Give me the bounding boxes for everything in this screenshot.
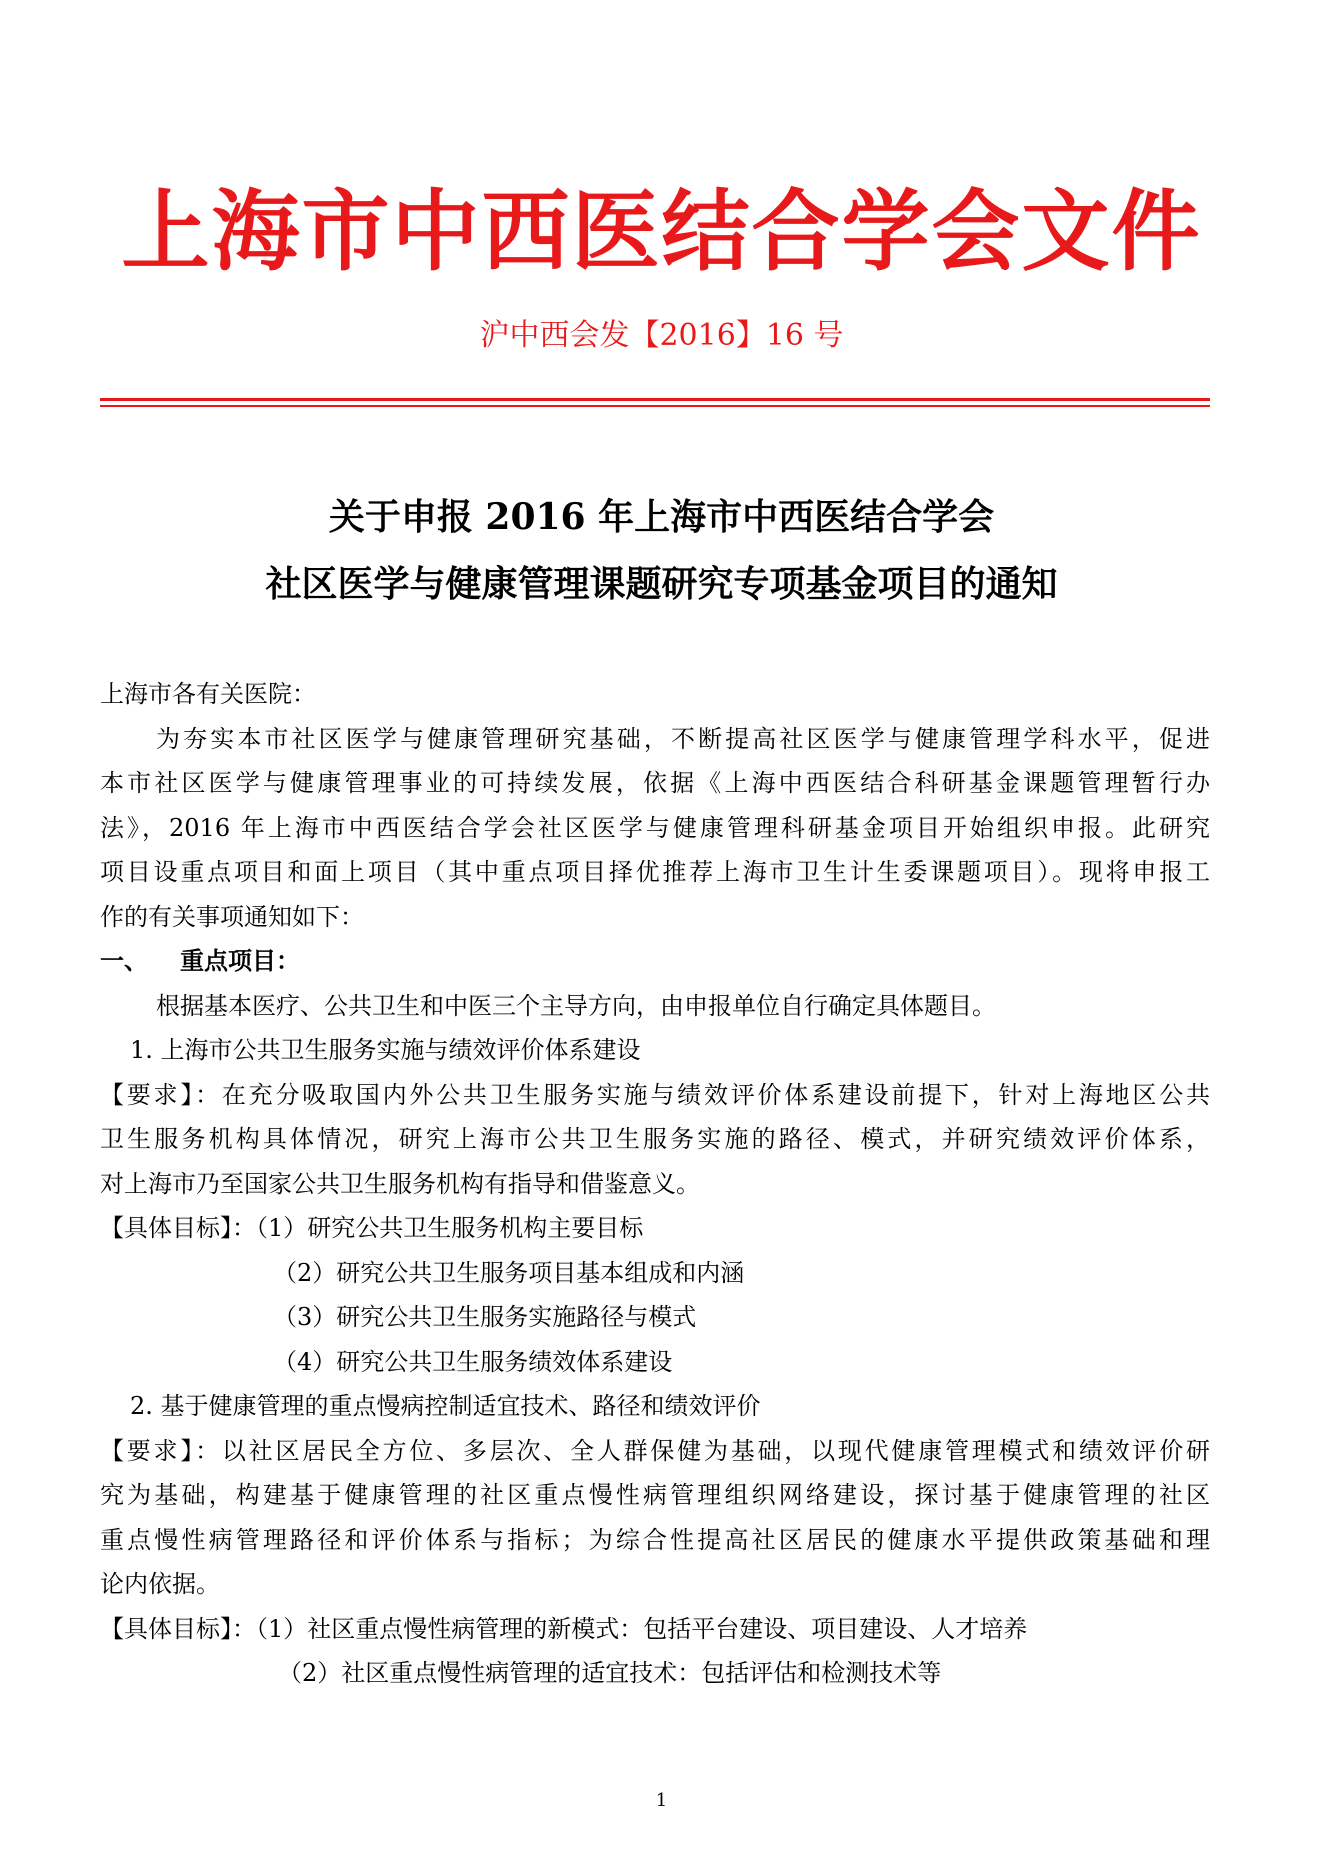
notice-title-line1: 关于申报 2016 年上海市中西医结合学会 [328,496,995,538]
red-divider-top [100,398,1210,401]
section-heading [100,939,1210,984]
target-item: （1）研究公共卫生服务机构主要目标 [256,1214,644,1242]
intro-line: 为夯实本市社区医学与健康管理研究基础，不断提高社区医学与健康管理学科水平，促进 [156,724,1210,753]
requirement-line: 【要求】：以社区居民全方位、多层次、全人群保健为基础，以现代健康管理模式和绩效评价研 [100,1436,1210,1465]
salutation: 上海市各有关医院： [100,680,316,708]
section-title: 重点项目： [180,946,300,975]
requirement-line: 对上海市乃至国家公共卫生服务机构有指导和借鉴意义。 [100,1169,700,1198]
requirement-line: 重点慢性病管理路径和评价体系与指标；为综合性提高社区居民的健康水平提供政策基础和理 [100,1525,1210,1554]
target-item: （4）研究公共卫生服务绩效体系建设 [273,1347,673,1376]
target-item: （2）社区重点慢性病管理的适宜技术：包括评估和检测技术等 [278,1659,942,1687]
target-label: 【具体目标】： [100,1614,256,1643]
item-title: 1. 上海市公共卫生服务实施与绩效评价体系建设 [130,1036,641,1064]
red-divider-bottom [100,405,1210,407]
intro-line: 项目设重点项目和面上项目（其中重点项目择优推荐上海市卫生计生委课题项目）。现将申报工 [100,858,1210,886]
target-line [100,1206,1210,1251]
target-line [100,1607,1210,1652]
requirement-line: 卫生服务机构具体情况，研究上海市公共卫生服务实施的路径、模式，并研究绩效评价体系， [100,1125,1210,1153]
target-item: （3）研究公共卫生服务实施路径与模式 [273,1303,697,1331]
intro-line: 作的有关事项通知如下： [100,902,364,931]
target-item: （1）社区重点慢性病管理的新模式：包括平台建设、项目建设、人才培养 [256,1614,1028,1643]
doc-number: 沪中西会发【2016】16 号 [479,318,844,353]
intro-line: 本市社区医学与健康管理事业的可持续发展，依据《上海中西医结合科研基金课题管理暂行办 [100,769,1210,797]
target-label: 【具体目标】： [100,1214,256,1242]
section-number: 一、 [100,946,148,975]
target-item: （2）研究公共卫生服务项目基本组成和内涵 [273,1258,745,1287]
requirement-line: 论内依据。 [100,1570,220,1598]
section-intro: 根据基本医疗、公共卫生和中医三个主导方向，由申报单位自行确定具体题目。 [156,991,996,1020]
requirement-line: 【要求】：在充分吸取国内外公共卫生服务实施与绩效评价体系建设前提下，针对上海地区公共 [100,1080,1210,1109]
org-title: 上海市中西医结合学会文件 [121,179,1202,283]
intro-line: 法》，2016 年上海市中西医结合学会社区医学与健康管理科研基金项目开始组织申报。此研究 [100,813,1210,842]
item-title: 2. 基于健康管理的重点慢病控制适宜技术、路径和绩效评价 [130,1392,761,1420]
document-body [100,672,1210,1696]
page-number: 1 [655,1790,668,1811]
requirement-line: 究为基础，构建基于健康管理的社区重点慢性病管理组织网络建设，探讨基于健康管理的社区 [100,1481,1210,1509]
notice-title-line2: 社区医学与健康管理课题研究专项基金项目的通知 [265,563,1058,605]
